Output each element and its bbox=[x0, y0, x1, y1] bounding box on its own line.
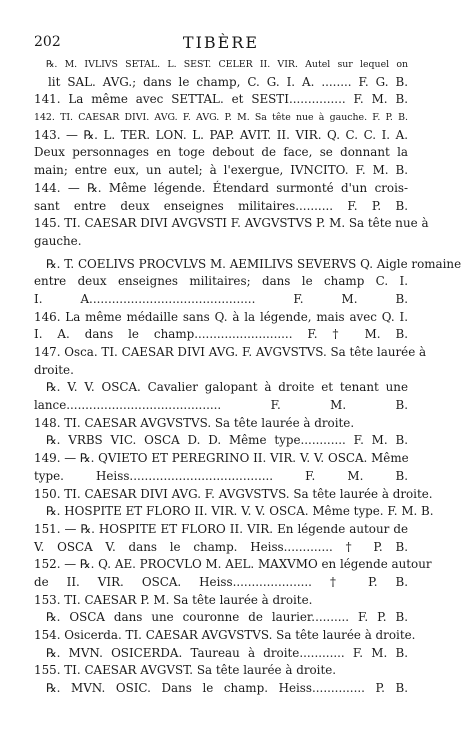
text-line: 150. TI. CAESAR DIVI AVG. F. AVGVSTVS. Sa tête laurée à droite. bbox=[34, 486, 433, 501]
text-line: type. Heiss...................................... F. M. B. bbox=[34, 468, 408, 483]
page-header bbox=[34, 34, 408, 54]
text-line: ℞. M. IVLIVS SETAL. L. SEST. CELER II. VIR. Autel sur lequel on bbox=[46, 59, 408, 70]
text-line: 153. TI. CAESAR P. M. Sa tête laurée à droite. bbox=[34, 592, 313, 607]
text-line: V. OSCA V. dans le champ. Heiss............. † P. B. bbox=[34, 539, 408, 554]
text-line: main; entre eux, un autel; à l'exergue, IVNCITO. F. M. B. bbox=[34, 163, 408, 178]
text-line: I. A............................................ F. M. B. bbox=[34, 291, 408, 306]
text-line: ℞. HOSPITE ET FLORO II. VIR. V. V. OSCA. Même type. F. M. B. bbox=[46, 504, 434, 519]
text-line: I. A. dans le champ.......................... F. † M. B. bbox=[34, 327, 408, 342]
text-line: 154. Osicerda. TI. CAESAR AVGVSTVS. Sa tête laurée à droite. bbox=[34, 628, 416, 642]
text-line: lit SAL. AVG.; dans le champ, C. G. I. A. ........ F. G. B. bbox=[48, 74, 408, 89]
running-title: TIBÈRE bbox=[182, 33, 260, 52]
text-line: 149. — ℞. QVIETO ET PEREGRINO II. VIR. V. V. OSCA. Même bbox=[34, 451, 409, 466]
text-line: 146. La même médaille sans Q. à la légende, mais avec Q. I. bbox=[34, 309, 408, 324]
text-line: lance......................................... F. M. B. bbox=[34, 398, 408, 413]
text-line: 144. — ℞. Même légende. Étendard surmonté d'un crois- bbox=[34, 180, 408, 195]
text-line: 147. Osca. TI. CAESAR DIVI AVG. F. AVGVSTVS. Sa tête laurée à bbox=[34, 345, 427, 359]
text-line: Deux personnages en toge debout de face, se donnant la bbox=[34, 145, 408, 160]
text-line: 143. — ℞. L. TER. LON. L. PAP. AVIT. II. VIR. Q. C. C. I. A. bbox=[34, 127, 408, 142]
text-line: ℞. MVN. OSICERDA. Taureau à droite............ F. M. B. bbox=[46, 645, 408, 660]
text-line: ℞. MVN. OSIC. Dans le champ. Heiss.............. P. B. bbox=[46, 681, 408, 696]
text-line: 155. TI. CAESAR AVGVST. Sa tête laurée à droite. bbox=[34, 663, 337, 678]
text-line: sant entre deux enseignes militaires.......... F. P. B. bbox=[34, 198, 408, 213]
text-line: 152. — ℞. Q. AE. PROCVLO M. AEL. MAXVMO en légende autour bbox=[34, 557, 432, 572]
text-line: ℞. OSCA dans une couronne de laurier.......... F. P. B. bbox=[46, 610, 408, 625]
text-line: ℞. T. COELIVS PROCVLVS M. AEMILIVS SEVERVS Q. Aigle romaine bbox=[46, 256, 461, 271]
text-line: ℞. V. V. OSCA. Cavalier galopant à droite et tenant une bbox=[46, 380, 408, 395]
text-line: 148. TI. CAESAR AVGVSTVS. Sa tête laurée à droite. bbox=[34, 415, 355, 430]
text-line: gauche. bbox=[34, 233, 82, 248]
text-line: ℞. VRBS VIC. OSCA D. D. Même type............ F. M. B. bbox=[46, 433, 408, 448]
page-number: 202 bbox=[34, 34, 61, 50]
text-line: de II. VIR. OSCA. Heiss..................... † P. B. bbox=[34, 574, 408, 589]
text-line: 141. La même avec SETTAL. et SESTI............... F. M. B. bbox=[34, 92, 408, 107]
text-line: droite. bbox=[34, 362, 74, 377]
text-line: entre deux enseignes militaires; dans le champ C. I. bbox=[34, 274, 408, 289]
text-line: 151. — ℞. HOSPITE ET FLORO II. VIR. En légende autour de bbox=[34, 521, 408, 536]
text-line: 145. TI. CAESAR DIVI AVGVSTI F. AVGVSTVS P. M. Sa tête nue à bbox=[34, 216, 429, 231]
catalog-text bbox=[34, 56, 461, 698]
text-line: 142. TI. CAESAR DIVI. AVG. F. AVG. P. M. Sa tête nue à gauche. F. P. B. bbox=[34, 112, 408, 124]
